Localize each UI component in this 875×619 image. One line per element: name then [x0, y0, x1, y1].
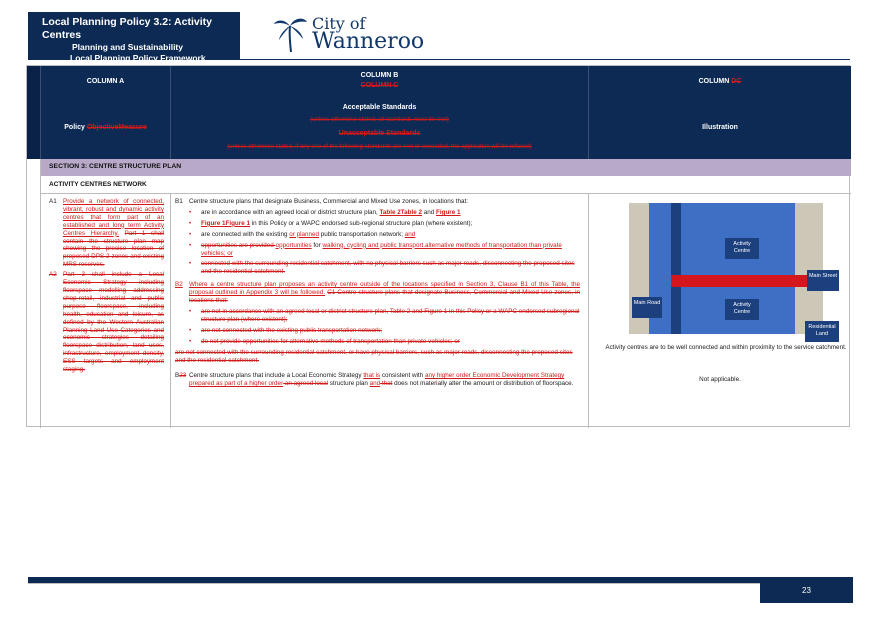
b1-item-4-c: for: [311, 241, 323, 249]
a1-text: Provide a network of connected, vibrant, robust and dynamic activity centres that form part of an established and long term Activity Centres Hierarchy.: [63, 198, 164, 237]
main-street-label: Main Street: [807, 270, 839, 291]
column-a-label: COLUMN A: [86, 78, 125, 85]
main-road-label: Main Road: [632, 297, 662, 318]
c1-item-3-text: do not provide opportunities for alternative methods of transportation than private vehicles; or: [201, 337, 461, 345]
subsection-heading: ACTIVITY CENTRES NETWORK: [41, 176, 851, 194]
b1-text: Centre structure plans that designate Business, Commercial and Mixed Use zones, in locations that:: [189, 198, 468, 205]
b1-item-4-d: walking, cycling and public transport.alternative methods of transportation than private vehicles; or: [201, 241, 562, 257]
column-a-header: [41, 66, 171, 159]
b2-text-block: [189, 281, 580, 305]
b1-item-2-b: in this Policy or a WAPC endorsed sub-regional structure plan (where existent);: [250, 219, 473, 227]
b3-text-i: does not materially alter the amount or distribution of floorspace.: [392, 380, 574, 388]
b1-item-1-b: Table 2Table 2: [379, 208, 422, 216]
header-subtitle-2: Local Planning Policy Framework: [70, 53, 206, 63]
b1-item-3-b: or planned: [289, 230, 319, 238]
b1-item-3-c: public transportation network;: [318, 230, 405, 238]
b3-number-a: B: [175, 372, 180, 380]
b3-text-h: that: [380, 380, 393, 388]
c1-item-2: • are not connected with the existing public transportation network;: [189, 326, 382, 334]
activity-centre-diagram: [629, 203, 838, 337]
logo-wanneroo-text: Wanneroo: [312, 29, 425, 54]
b1-item-1: • are in accordance with an agreed local or district structure plan, Table 2Table 2 and Figure 1: [189, 208, 461, 216]
policy-table: [26, 65, 850, 427]
unacceptable-standards-title: Unacceptable Standards: [338, 130, 421, 137]
header-title: Local Planning Policy 3.2: Activity Centres: [42, 16, 212, 41]
b1-item-3: • are connected with the existing or planned public transportation network; and: [189, 230, 416, 238]
header-subtitle-1: Planning and Sustainability: [72, 42, 183, 52]
unacceptable-standards-note: (unless otherwise stated, if any one of the following standards are met or exceeded, the application will be refused): [227, 144, 532, 150]
column-c-label-red: DC: [731, 78, 742, 85]
column-a-sub-red: ObjectiveMeasure: [86, 124, 147, 131]
b1-item-4-b: opportunities: [275, 241, 312, 249]
a1-row: [49, 198, 164, 269]
b1-item-2-a: Figure 1Figure 1: [201, 219, 250, 227]
header-gutter: [27, 66, 41, 159]
b1-item-1-c: and: [421, 208, 436, 216]
logo-city-text: City of: [312, 14, 366, 33]
b1-item-1-d: Figure 1: [436, 208, 461, 216]
column-b-content: [171, 194, 589, 428]
activity-centre-bottom-label: Activity Centre: [725, 299, 759, 320]
residential-land-label: Residential Land: [805, 321, 839, 342]
a1-strike: Part 1 shall contain the structure plan map showing the precise location of proposed DPS 2 zones and existing MRS reserves.: [63, 229, 164, 269]
acceptable-standards-note: (unless otherwise stated, all standards must be met): [310, 117, 449, 123]
b2-text: Where a centre structure plan proposes an activity centre outside of the locations specified in Section 3, Clause B1 of this Table, the proposal outlined in Appendix 3 will be followed.: [189, 281, 580, 297]
footer-rule: [28, 583, 760, 584]
a2-text: Part 3 shall include a Local Economic Strategy including floorspace modelling addressing shop-retail, industrial and public purpose floorspace, including health, education and leisure, as defined by the Western Australian Planning Land Use Categories and economic strategies detailing floorspace distribution, land uses, infrastructure, employment density, ESS targets and employment staging.: [63, 271, 164, 374]
header-title-band: [28, 12, 240, 63]
column-c-label-text: COLUMN: [698, 78, 732, 85]
column-b-label: COLUMN B: [360, 72, 399, 79]
main-road-strip: [671, 203, 681, 334]
column-c-sub: Illustration: [702, 124, 738, 131]
b3-number-b: 23: [179, 372, 187, 380]
b1-row: [175, 198, 580, 206]
b1-item-1-a: are in accordance with an agreed local or district structure plan,: [201, 208, 380, 216]
c1-last: are not connected with the surrounding residential catchment, or have physical barriers, such as major roads, disconnecting the proposed sites and the residential catchment.: [175, 348, 573, 364]
b1-item-3-d: and: [404, 230, 416, 238]
activity-centre-top-label: Activity Centre: [725, 238, 759, 259]
b3-text-g: and: [369, 380, 381, 388]
column-b-header: [171, 66, 589, 159]
b1-item-4-a: opportunities are provided: [201, 241, 276, 249]
palm-logo-icon: [272, 14, 310, 54]
c1-item-2-text: are not connected with the existing public transportation network;: [201, 326, 382, 334]
b1-number: B1: [175, 198, 183, 205]
column-c-content: [589, 194, 851, 428]
column-c-label: [589, 78, 851, 85]
column-a-content: [41, 194, 171, 428]
c1-item-3: • do not provide opportunities for alternative methods of transportation than private vehicles; or: [189, 337, 461, 345]
b1-item-5-a: connected with the surrounding residential catchment, with no physical barriers such as major roads, disconnecting the proposed sites and the residential catchment.: [201, 260, 575, 276]
main-street-strip: [671, 275, 823, 287]
column-a-sub-prefix: Policy: [64, 124, 87, 131]
b1-item-2: • Figure 1Figure 1 in this Policy or a WAPC endorsed sub-regional structure plan (where existent);: [189, 219, 473, 227]
a1-number: A1: [49, 198, 57, 205]
page-header: [0, 0, 875, 64]
b3-text-block: [189, 372, 580, 388]
b2-number: B2: [175, 281, 183, 289]
section-heading: SECTION 3: CENTRE STRUCTURE PLAN: [41, 159, 851, 176]
not-applicable-text: Not applicable.: [699, 376, 741, 383]
column-header-row: [27, 66, 851, 159]
a2-row: [49, 271, 164, 374]
b2-row: [175, 281, 580, 305]
acceptable-standards-title: Acceptable Standards: [342, 104, 417, 111]
a2-number: A2: [49, 271, 57, 279]
b3-text-e: an agreed local: [283, 380, 328, 388]
diagram-caption: Activity centres are to be well connected and within proximity to the service catchment.: [605, 344, 847, 351]
city-logo: [272, 14, 442, 56]
c1-item-1: • are not in accordance with an agreed local or district structure plan, Table 2 and Figure 1 in this Policy or a WAPC endorsed subregional structure plan (where existent);: [189, 307, 580, 323]
b1-item-5: • connected with the surrounding residential catchment, with no physical barriers such as major roads, disconnecting the proposed sites and the residential catchment.: [189, 260, 580, 276]
b3-text-a: Centre structure plans that include a Local Economic Strategy: [189, 372, 364, 380]
b3-number: [175, 372, 189, 388]
a1-text-block: [63, 198, 164, 269]
column-b-label-red: COLUMN C: [360, 82, 399, 89]
b3-text-f: structure plan: [327, 380, 370, 388]
b3-row: [175, 372, 580, 388]
b3-text-c: consistent with: [380, 372, 425, 380]
c1-item-1-text: are not in accordance with an agreed local or district structure plan, Table 2 and Figure 1 in this Policy or a WAPC endorsed subregional structure plan (where existent);: [201, 307, 580, 323]
b3-text-d: any higher order Economic Development Strategy prepared as part of a higher order: [189, 372, 565, 388]
b2-strike: C1 Centre structure plans that designate Business, Commercial and Mixed Use zones, in locations that:: [189, 289, 580, 305]
column-c-header: [589, 66, 851, 159]
b3-text-b: that is: [363, 372, 381, 380]
column-a-sub: [41, 124, 170, 131]
b1-item-4: • opportunities are provided opportunities for walking, cycling and public transport.alternative methods of transportation than private vehicles; or: [189, 241, 562, 257]
page-number: 23: [760, 577, 853, 603]
b1-item-3-a: are connected with the existing: [201, 230, 290, 238]
